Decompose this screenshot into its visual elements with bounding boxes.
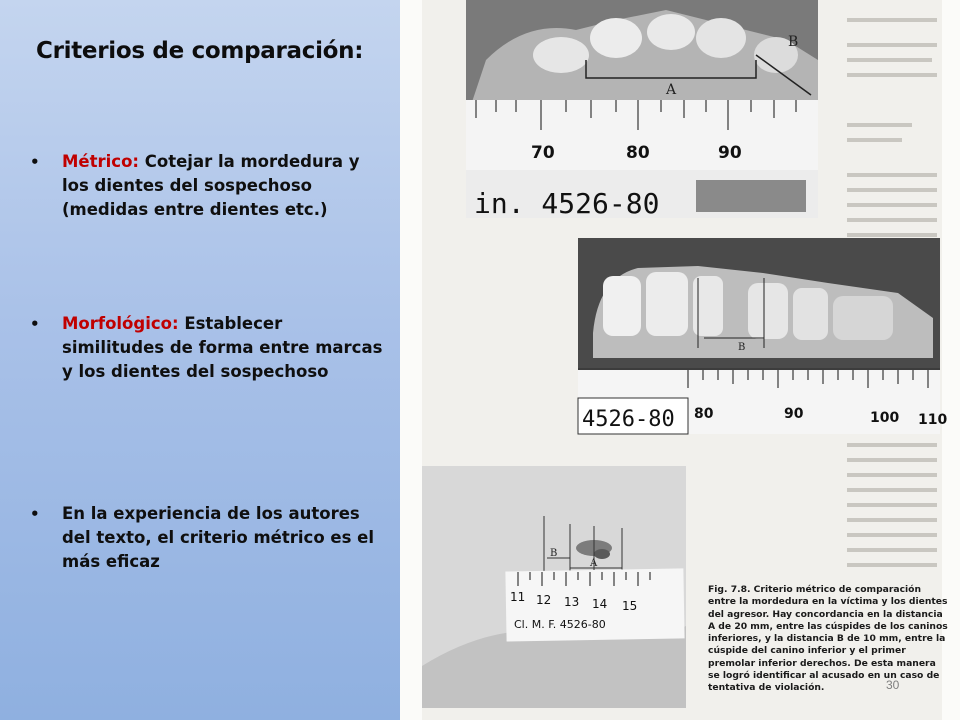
measure-label-b: B — [550, 548, 558, 559]
ruler-mark: 70 — [531, 143, 555, 163]
ruler-mark: 80 — [626, 143, 650, 163]
ruler-mark: 11 — [510, 590, 526, 604]
ruler-mark: 13 — [564, 595, 580, 609]
bullet-dot-icon: • — [30, 505, 40, 523]
ruler-mark: 14 — [592, 597, 608, 611]
ruler-mark: 90 — [718, 143, 742, 163]
bullet-dot-icon: • — [30, 315, 40, 333]
slide-title: Criterios de comparación: — [36, 38, 364, 64]
ruler-mark: 100 — [870, 410, 900, 426]
figure-caption — [708, 584, 948, 695]
bullet-metric — [30, 150, 385, 222]
ruler-mark: 110 — [918, 412, 948, 428]
measure-label-a: A — [590, 558, 598, 569]
ruler-mark: 15 — [622, 599, 638, 613]
dental-cast-photo-2 — [578, 238, 948, 434]
measure-label-b: B — [738, 342, 746, 353]
bullet-text — [62, 312, 385, 384]
ruler-mark: 12 — [536, 593, 552, 607]
bullet-body: Cotejar la mordedura y los dientes del sospechoso (medidas entre dientes etc.) — [62, 152, 360, 219]
figure-number: Fig. 7.8. — [708, 584, 751, 595]
bite-mark-photo-1 — [466, 0, 818, 218]
bullet-morphologic — [30, 312, 385, 384]
bullet-body: Establecer similitudes de forma entre marcas y los dientes del sospechoso — [62, 314, 383, 381]
bullet-body: En la experiencia de los autores del texto, el criterio métrico es el más eficaz — [62, 504, 375, 571]
left-text-panel — [0, 0, 400, 720]
ruler-mark: 80 — [694, 406, 714, 422]
case-label: 4526-80 — [582, 407, 675, 432]
measure-label-b: B — [788, 34, 799, 50]
bullet-text — [62, 502, 385, 574]
measure-label-a: A — [666, 82, 677, 98]
slide-number: 30 — [886, 678, 900, 692]
bullet-dot-icon: • — [30, 153, 40, 171]
bullet-label: Métrico: — [62, 152, 140, 171]
bite-on-skin-photo-3 — [422, 466, 686, 708]
case-label: Cl. M. F. 4526-80 — [514, 618, 606, 631]
ruler-mark: 90 — [784, 406, 804, 422]
bullet-text — [62, 150, 385, 222]
case-label: in. 4526-80 — [474, 187, 660, 220]
bullet-experience — [30, 502, 385, 574]
bullet-label: Morfológico: — [62, 314, 179, 333]
figure-caption-text: Criterio métrico de comparación entre la mordedura en la víctima y los dientes del agresor. Hay concordancia en la distancia A de 20 mm, entre las cúspides de los caninos inferiores, y la distancia B de 10 mm, entre la cúspide del canino inferior y el primer premolar inferior derechos. De esta manera se logró identificar al acusado en un caso de tentativa de violación. — [708, 584, 948, 694]
